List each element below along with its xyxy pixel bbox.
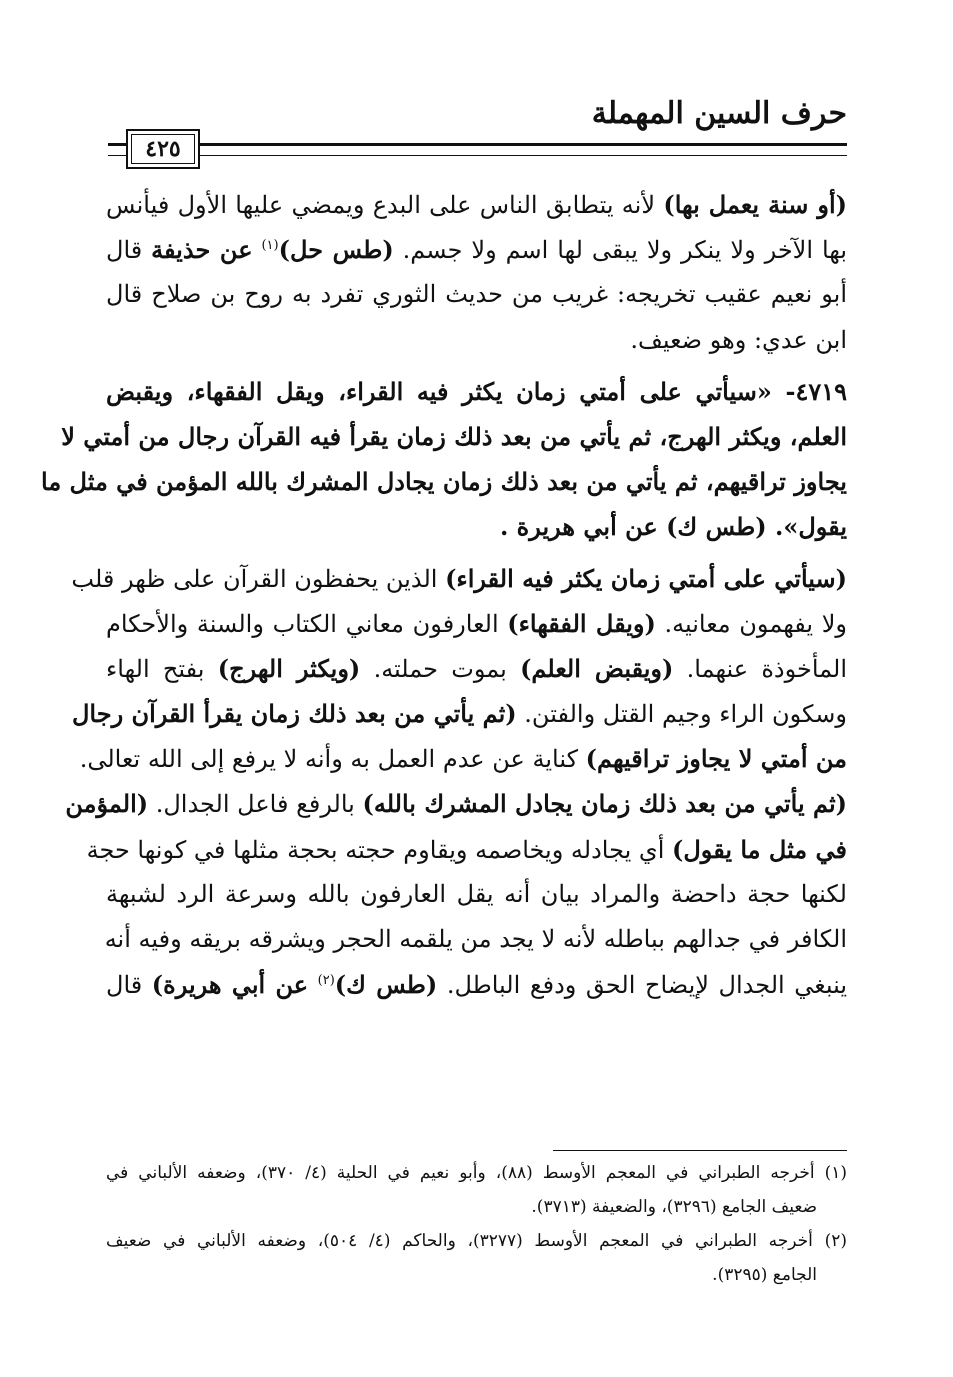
footnote-1: (١) أخرجه الطبراني في المعجم الأوسط (٨٨)، وأبو نعيم في الحلية (٤/ ٣٧٠)، وضعفه الألباني في (106, 1163, 847, 1183)
header-rule-stub (108, 143, 126, 156)
body-line: لكنها حجة داحضة والمراد بيان أنه يقل العارفون بالله وسرعة الرد لشبهة (106, 879, 847, 908)
quoted-phrase: في مثل ما يقول) (672, 834, 847, 864)
body-line: من أمتي لا يجاوز تراقيهم) كناية عن عدم العمل به وأنه لا يرفع إلى الله تعالى. (79, 744, 847, 774)
hadith-line: ٤٧١٩- «سيأتي على أمتي زمان يكثر فيه القراء، ويقل الفقهاء، ويقبض (106, 376, 848, 406)
source-code: (طس حل) (278, 235, 394, 265)
quoted-phrase: (سيأتي على أمتي زمان يكثر فيه القراء) (445, 563, 847, 593)
quoted-phrase: (أو سنة يعمل بها) (663, 190, 847, 219)
footnotes (106, 1156, 847, 1292)
body-line: الكافر في جدالهم بباطله لأنه لا يجد من يلقمه الحجر ويشرقه بريقه وفيه أنه (104, 925, 847, 953)
body-line: ينبغي الجدال لإيضاح الحق ودفع الباطل. (طس ك)$^{(٢)}$ عن أبي هريرة) قال (106, 970, 847, 1000)
quoted-phrase: (ويقبض العلم) (520, 653, 674, 683)
quoted-phrase: (ثم يأتي من بعد ذلك زمان يقرأ القرآن رجال (71, 699, 517, 729)
footnote-marker: (١) (261, 238, 279, 254)
quoted-phrase: من أمتي لا يجاوز تراقيهم) (585, 744, 847, 774)
quoted-phrase: (ثم يأتي من بعد ذلك زمان يجادل المشرك بالله) (362, 789, 847, 819)
body-line: (أو سنة يعمل بها) لأنه يتطابق الناس على البدع ويمضي عليها الأول فيأنس (106, 190, 847, 219)
body-line: (ثم يأتي من بعد ذلك زمان يجادل المشرك بالله) بالرفع فاعل الجدال. (المؤمن (65, 789, 847, 819)
footnote-2: (٢) أخرجه الطبراني في المعجم الأوسط (٣٢٧٧)، والحاكم (٤/ ٥٠٤)، وضعفه الألباني في ضعيف (106, 1231, 847, 1251)
footnote-1-cont: ضعيف الجامع (٣٢٩٦)، والضعيفة (٣٧١٣). (531, 1197, 817, 1217)
hadith-line: يجاوز تراقيهم، ثم يأتي من بعد ذلك زمان يجادل المشرك بالله المؤمن في مثل ما (41, 467, 847, 497)
body-line: ابن عدي: وهو ضعيف. (630, 325, 847, 354)
footnote-marker: (٢) (317, 973, 335, 989)
hadith-line: يقول». (طس ك) عن أبي هريرة . (499, 512, 847, 542)
narrator: عن أبي هريرة) (151, 970, 309, 1000)
page-number: ٤٢٥ (126, 129, 200, 169)
body-line: في مثل ما يقول) أي يجادله ويخاصمه ويقاوم حجته بحجة مثلها في كونها حجة (86, 834, 847, 864)
footnote-2-cont: الجامع (٣٢٩٥). (712, 1265, 817, 1285)
quoted-phrase: (ويكثر الهرج) (217, 653, 361, 683)
body-line: (سيأتي على أمتي زمان يكثر فيه القراء) الذين يحفظون القرآن على ظهر قلب (71, 563, 847, 593)
source-code: (طس ك) (666, 512, 767, 542)
body-line: وسكون الراء وجيم القتل والفتن. (ثم يأتي من بعد ذلك زمان يقرأ القرآن رجال (71, 699, 847, 729)
body-line: المأخوذة عنهما. (ويقبض العلم) بموت حملته. (ويكثر الهرج) بفتح الهاء (106, 653, 848, 683)
header-rule (198, 143, 847, 156)
quoted-phrase: (المؤمن (65, 789, 149, 819)
running-title: حرف السين المهملة (591, 96, 847, 131)
body-line: أبو نعيم عقيب تخريجه: غريب من حديث الثوري تفرد به روح بن صلاح قال (106, 280, 848, 309)
hadith-line: العلم، ويكثر الهرج، ثم يأتي من بعد ذلك زمان يقرأ فيه القرآن رجال من أمتي لا (61, 421, 847, 451)
body-line: بها الآخر ولا ينكر ولا يبقى لها اسم ولا جسم. (طس حل)$^{(١)}$ عن حذيفة قال (106, 235, 848, 265)
source-code: (طس ك) (334, 970, 438, 1000)
body-line: ولا يفهمون معانيه. (ويقل الفقهاء) العارفون معاني الكتاب والسنة والأحكام (106, 608, 847, 638)
narrator: عن حذيفة (151, 235, 253, 265)
body-text (41, 182, 848, 1007)
footnote-separator (553, 1150, 847, 1151)
quoted-phrase: (ويقل الفقهاء) (507, 608, 656, 638)
